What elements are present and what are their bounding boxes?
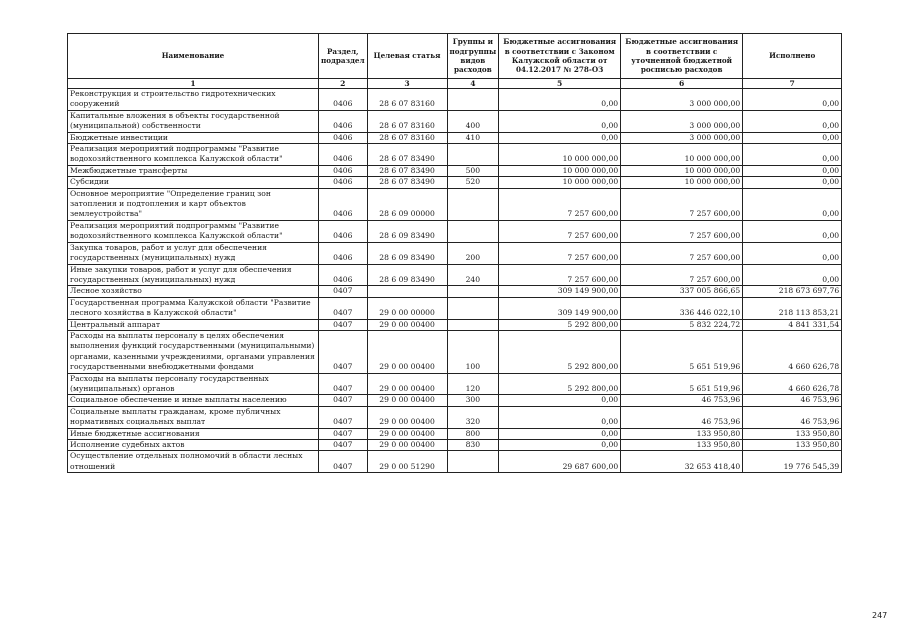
- row-article: 28 6 07 83160: [367, 132, 447, 143]
- row-name: Основное мероприятие "Определение границ зон затопления и подтопления и карт объектов землеустройства": [68, 188, 319, 220]
- row-group: [447, 297, 499, 319]
- row-plan-amount: 7 257 600,00: [621, 188, 743, 220]
- row-group: 240: [447, 264, 499, 286]
- row-done-amount: 0,00: [743, 188, 842, 220]
- row-article: 29 0 00 00400: [367, 330, 447, 373]
- page-number: 247: [872, 611, 888, 620]
- table-row: [68, 406, 842, 428]
- row-name: Бюджетные инвестиции: [68, 132, 319, 143]
- row-law-amount: 0,00: [499, 440, 621, 451]
- table-row: [68, 242, 842, 264]
- header-article: Целевая статья: [367, 34, 447, 79]
- row-law-amount: 10 000 000,00: [499, 165, 621, 176]
- row-group: 410: [447, 132, 499, 143]
- header-law: Бюджетные ассигнования в соответствии с Законом Калужской области от 04.12.2017 № 278-ОЗ: [499, 34, 621, 79]
- row-section: 0406: [319, 220, 368, 242]
- row-section: 0407: [319, 373, 368, 395]
- row-group: 520: [447, 177, 499, 188]
- table-row: [68, 297, 842, 319]
- row-law-amount: 5 292 800,00: [499, 373, 621, 395]
- table-row: [68, 220, 842, 242]
- row-section: 0407: [319, 440, 368, 451]
- row-name: Реализация мероприятий подпрограммы "Развитие водохозяйственного комплекса Калужской области": [68, 144, 319, 166]
- row-section: 0407: [319, 451, 368, 473]
- column-number: 6: [621, 79, 743, 89]
- row-group: 200: [447, 242, 499, 264]
- row-article: 29 0 00 00400: [367, 406, 447, 428]
- row-done-amount: 19 776 545,39: [743, 451, 842, 473]
- row-article: [367, 286, 447, 297]
- row-plan-amount: 337 005 866,65: [621, 286, 743, 297]
- row-section: 0406: [319, 144, 368, 166]
- row-plan-amount: 3 000 000,00: [621, 132, 743, 143]
- row-group: [447, 319, 499, 330]
- table-row: [68, 373, 842, 395]
- row-done-amount: 218 673 697,76: [743, 286, 842, 297]
- row-group: 300: [447, 395, 499, 406]
- row-law-amount: 10 000 000,00: [499, 177, 621, 188]
- row-section: 0406: [319, 110, 368, 132]
- row-group: [447, 451, 499, 473]
- row-section: 0406: [319, 132, 368, 143]
- row-section: 0407: [319, 395, 368, 406]
- row-group: 320: [447, 406, 499, 428]
- header-group: Группы и подгруппы видов расходов: [447, 34, 499, 79]
- row-law-amount: 5 292 800,00: [499, 330, 621, 373]
- row-plan-amount: 46 753,96: [621, 406, 743, 428]
- row-plan-amount: 3 000 000,00: [621, 89, 743, 111]
- row-group: [447, 286, 499, 297]
- row-law-amount: 10 000 000,00: [499, 144, 621, 166]
- row-done-amount: 46 753,96: [743, 406, 842, 428]
- budget-table: [67, 33, 842, 473]
- row-done-amount: 0,00: [743, 110, 842, 132]
- row-name: Закупка товаров, работ и услуг для обеспечения государственных (муниципальных) нужд: [68, 242, 319, 264]
- row-plan-amount: 133 950,80: [621, 440, 743, 451]
- row-name: Государственная программа Калужской области "Развитие лесного хозяйства в Калужской области": [68, 297, 319, 319]
- row-article: 28 6 07 83490: [367, 144, 447, 166]
- row-law-amount: 7 257 600,00: [499, 264, 621, 286]
- row-section: 0407: [319, 428, 368, 439]
- table-row: [68, 144, 842, 166]
- row-article: 28 6 07 83490: [367, 177, 447, 188]
- row-done-amount: 0,00: [743, 132, 842, 143]
- row-article: 28 6 07 83160: [367, 110, 447, 132]
- row-article: 29 0 00 00000: [367, 297, 447, 319]
- row-done-amount: 0,00: [743, 144, 842, 166]
- row-plan-amount: 7 257 600,00: [621, 264, 743, 286]
- row-section: 0406: [319, 188, 368, 220]
- row-name: Реконструкция и строительство гидротехнических сооружений: [68, 89, 319, 111]
- row-law-amount: 7 257 600,00: [499, 242, 621, 264]
- column-number: 5: [499, 79, 621, 89]
- row-law-amount: 309 149 900,00: [499, 297, 621, 319]
- row-plan-amount: 5 651 519,96: [621, 330, 743, 373]
- row-done-amount: 0,00: [743, 264, 842, 286]
- row-name: Исполнение судебных актов: [68, 440, 319, 451]
- table-row: [68, 89, 842, 111]
- row-group: 400: [447, 110, 499, 132]
- row-plan-amount: 7 257 600,00: [621, 242, 743, 264]
- row-group: 120: [447, 373, 499, 395]
- row-section: 0406: [319, 165, 368, 176]
- row-plan-amount: 10 000 000,00: [621, 144, 743, 166]
- row-group: [447, 220, 499, 242]
- row-group: 500: [447, 165, 499, 176]
- row-article: 28 6 09 83490: [367, 220, 447, 242]
- table-row: [68, 428, 842, 439]
- row-name: Иные закупки товаров, работ и услуг для обеспечения государственных (муниципальных) нужд: [68, 264, 319, 286]
- row-done-amount: 218 113 853,21: [743, 297, 842, 319]
- row-done-amount: 133 950,80: [743, 428, 842, 439]
- table-row: [68, 286, 842, 297]
- row-law-amount: 309 149 900,00: [499, 286, 621, 297]
- table-row: [68, 110, 842, 132]
- row-group: [447, 89, 499, 111]
- row-name: Субсидии: [68, 177, 319, 188]
- row-law-amount: 29 687 600,00: [499, 451, 621, 473]
- column-number: 2: [319, 79, 368, 89]
- row-done-amount: 0,00: [743, 177, 842, 188]
- table-row: [68, 319, 842, 330]
- row-group: 800: [447, 428, 499, 439]
- row-article: 29 0 00 00400: [367, 319, 447, 330]
- row-article: 28 6 09 83490: [367, 264, 447, 286]
- row-section: 0406: [319, 264, 368, 286]
- table-row: [68, 330, 842, 373]
- row-done-amount: 133 950,80: [743, 440, 842, 451]
- row-done-amount: 46 753,96: [743, 395, 842, 406]
- row-law-amount: 7 257 600,00: [499, 220, 621, 242]
- table-row: [68, 395, 842, 406]
- row-article: 28 6 09 00000: [367, 188, 447, 220]
- table-row: [68, 165, 842, 176]
- row-law-amount: 0,00: [499, 428, 621, 439]
- row-section: 0407: [319, 319, 368, 330]
- header-plan: Бюджетные ассигнования в соответствии с уточненной бюджетной росписью расходов: [621, 34, 743, 79]
- row-section: 0406: [319, 89, 368, 111]
- row-group: 100: [447, 330, 499, 373]
- row-name: Иные бюджетные ассигнования: [68, 428, 319, 439]
- row-name: Социальное обеспечение и иные выплаты населению: [68, 395, 319, 406]
- row-name: Межбюджетные трансферты: [68, 165, 319, 176]
- row-plan-amount: 5 651 519,96: [621, 373, 743, 395]
- row-group: 830: [447, 440, 499, 451]
- row-name: Осуществление отдельных полномочий в области лесных отношений: [68, 451, 319, 473]
- row-article: 29 0 00 00400: [367, 373, 447, 395]
- row-plan-amount: 7 257 600,00: [621, 220, 743, 242]
- header-name: Наименование: [68, 34, 319, 79]
- row-name: Центральный аппарат: [68, 319, 319, 330]
- row-done-amount: 4 841 331,54: [743, 319, 842, 330]
- row-name: Лесное хозяйство: [68, 286, 319, 297]
- column-number-row: [68, 79, 842, 89]
- row-plan-amount: 133 950,80: [621, 428, 743, 439]
- header-row: [68, 34, 842, 79]
- table-row: [68, 177, 842, 188]
- row-group: [447, 188, 499, 220]
- row-law-amount: 5 292 800,00: [499, 319, 621, 330]
- row-law-amount: 7 257 600,00: [499, 188, 621, 220]
- row-article: 29 0 00 00400: [367, 440, 447, 451]
- table-row: [68, 451, 842, 473]
- row-article: 28 6 07 83490: [367, 165, 447, 176]
- row-article: 29 0 00 51290: [367, 451, 447, 473]
- row-plan-amount: 32 653 418,40: [621, 451, 743, 473]
- row-section: 0407: [319, 286, 368, 297]
- column-number: 1: [68, 79, 319, 89]
- row-law-amount: 0,00: [499, 395, 621, 406]
- row-article: 29 0 00 00400: [367, 428, 447, 439]
- column-number: 3: [367, 79, 447, 89]
- row-done-amount: 0,00: [743, 220, 842, 242]
- row-law-amount: 0,00: [499, 406, 621, 428]
- row-done-amount: 4 660 626,78: [743, 373, 842, 395]
- table-row: [68, 132, 842, 143]
- row-law-amount: 0,00: [499, 110, 621, 132]
- row-done-amount: 0,00: [743, 165, 842, 176]
- row-article: 28 6 09 83490: [367, 242, 447, 264]
- row-plan-amount: 336 446 022,10: [621, 297, 743, 319]
- row-name: Капитальные вложения в объекты государственной (муниципальной) собственности: [68, 110, 319, 132]
- row-name: Расходы на выплаты персоналу государственных (муниципальных) органов: [68, 373, 319, 395]
- row-done-amount: 0,00: [743, 89, 842, 111]
- header-section: Раздел, подраздел: [319, 34, 368, 79]
- table-row: [68, 188, 842, 220]
- header-done: Исполнено: [743, 34, 842, 79]
- row-law-amount: 0,00: [499, 132, 621, 143]
- row-plan-amount: 5 832 224,72: [621, 319, 743, 330]
- column-number: 7: [743, 79, 842, 89]
- row-section: 0407: [319, 406, 368, 428]
- row-section: 0406: [319, 177, 368, 188]
- budget-table-sheet: [67, 33, 842, 473]
- row-article: 28 6 07 83160: [367, 89, 447, 111]
- row-done-amount: 0,00: [743, 242, 842, 264]
- row-done-amount: 4 660 626,78: [743, 330, 842, 373]
- row-plan-amount: 10 000 000,00: [621, 177, 743, 188]
- row-group: [447, 144, 499, 166]
- row-law-amount: 0,00: [499, 89, 621, 111]
- row-name: Социальные выплаты гражданам, кроме публичных нормативных социальных выплат: [68, 406, 319, 428]
- row-section: 0407: [319, 330, 368, 373]
- row-section: 0406: [319, 242, 368, 264]
- column-number: 4: [447, 79, 499, 89]
- table-row: [68, 264, 842, 286]
- table-row: [68, 440, 842, 451]
- row-name: Расходы на выплаты персоналу в целях обеспечения выполнения функций государственными (муниципальными) органами, казенными учреждениями, органами управления государственными внебюджетными фондами: [68, 330, 319, 373]
- row-article: 29 0 00 00400: [367, 395, 447, 406]
- row-name: Реализация мероприятий подпрограммы "Развитие водохозяйственного комплекса Калужской области": [68, 220, 319, 242]
- row-plan-amount: 3 000 000,00: [621, 110, 743, 132]
- row-plan-amount: 46 753,96: [621, 395, 743, 406]
- row-section: 0407: [319, 297, 368, 319]
- row-plan-amount: 10 000 000,00: [621, 165, 743, 176]
